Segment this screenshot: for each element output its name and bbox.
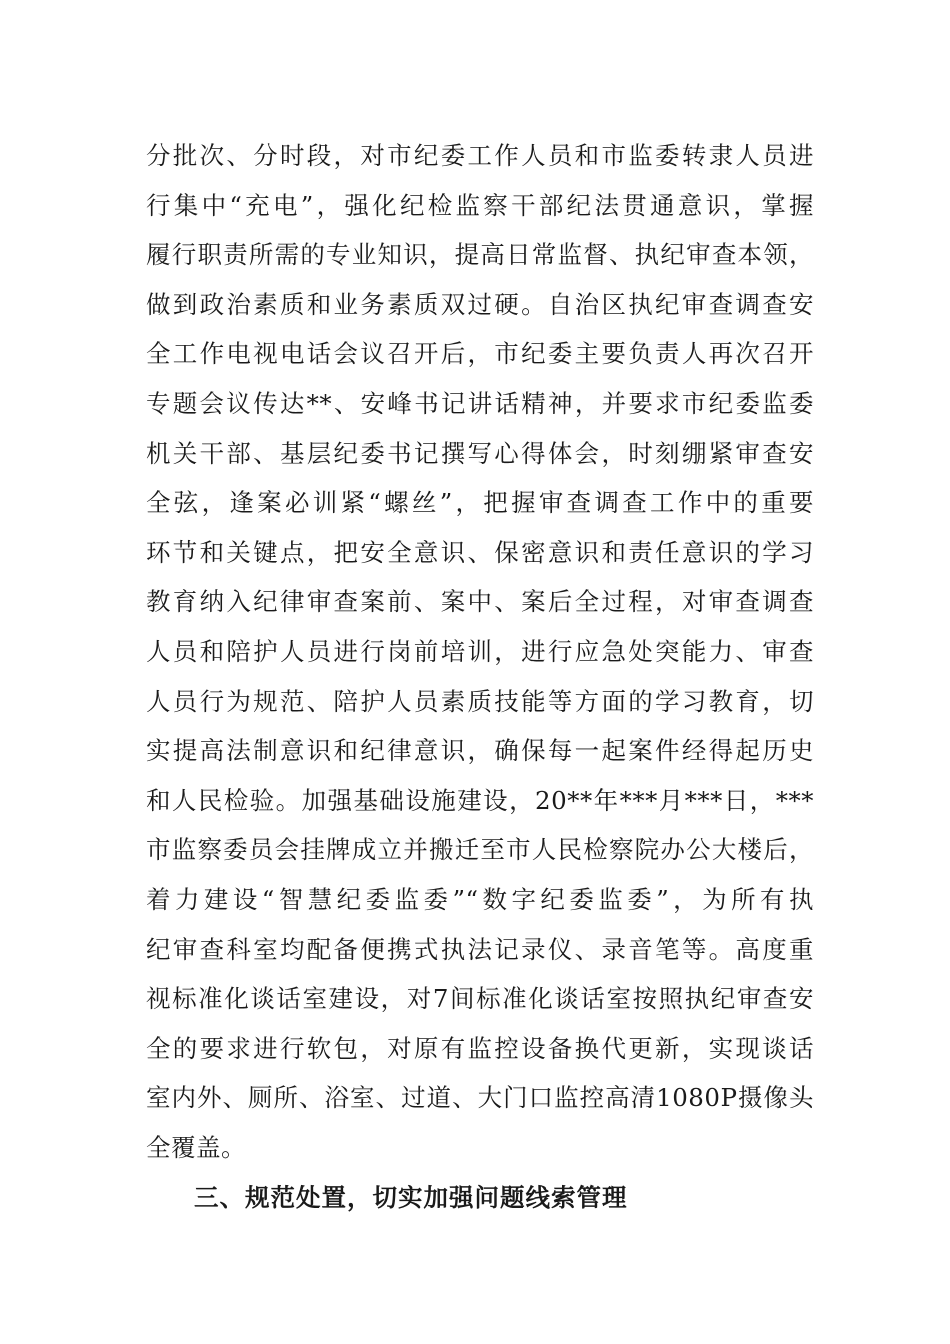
paragraph-line: 市监察委员会挂牌成立并搬迁至市人民检察院办公大楼后， xyxy=(146,835,814,865)
paragraph-line: 视标准化谈话室建设，对7间标准化谈话室按照执纪审查安 xyxy=(146,984,814,1014)
paragraph-line: 人员和陪护人员进行岗前培训，进行应急处突能力、审查 xyxy=(146,636,814,666)
paragraph-line: 专题会议传达**、安峰书记讲话精神，并要求市纪委监委 xyxy=(146,388,814,418)
paragraph-line: 机关干部、基层纪委书记撰写心得体会，时刻绷紧审查安 xyxy=(146,438,814,468)
paragraph-line: 室内外、厕所、浴室、过道、大门口监控高清1080P摄像头 xyxy=(146,1083,814,1113)
paragraph-line: 全覆盖。 xyxy=(146,1132,246,1162)
paragraph-line: 全工作电视电话会议召开后，市纪委主要负责人再次召开 xyxy=(146,339,814,369)
body-paragraph xyxy=(146,131,814,1172)
paragraph-line: 分批次、分时段，对市纪委工作人员和市监委转隶人员进 xyxy=(146,141,814,170)
paragraph-line: 实提高法制意识和纪律意识，确保每一起案件经得起历史 xyxy=(146,736,814,766)
paragraph-line: 环节和关键点，把安全意识、保密意识和责任意识的学习 xyxy=(146,537,814,567)
paragraph-line: 纪审查科室均配备便携式执法记录仪、录音笔等。高度重 xyxy=(146,934,814,964)
paragraph-line: 行集中“充电”，强化纪检监察干部纪法贯通意识，掌握 xyxy=(146,190,814,220)
paragraph-line: 和人民检验。加强基础设施建设，20**年***月***日，*** xyxy=(146,785,814,815)
paragraph-line: 人员行为规范、陪护人员素质技能等方面的学习教育，切 xyxy=(146,686,814,716)
paragraph-line: 做到政治素质和业务素质双过硬。自治区执纪审查调查安 xyxy=(146,289,814,319)
paragraph-line: 全弦，逢案必训紧“螺丝”，把握审查调查工作中的重要 xyxy=(146,488,814,518)
paragraph-line: 教育纳入纪律审查案前、案中、案后全过程，对审查调查 xyxy=(146,587,814,617)
section-heading: 三、规范处置，切实加强问题线索管理 xyxy=(194,1183,628,1212)
paragraph-line: 着力建设“智慧纪委监委”“数字纪委监委”，为所有执 xyxy=(146,884,814,914)
paragraph-line: 履行职责所需的专业知识，提高日常监督、执纪审查本领， xyxy=(146,240,814,270)
paragraph-line: 全的要求进行软包，对原有监控设备换代更新，实现谈话 xyxy=(146,1033,814,1063)
